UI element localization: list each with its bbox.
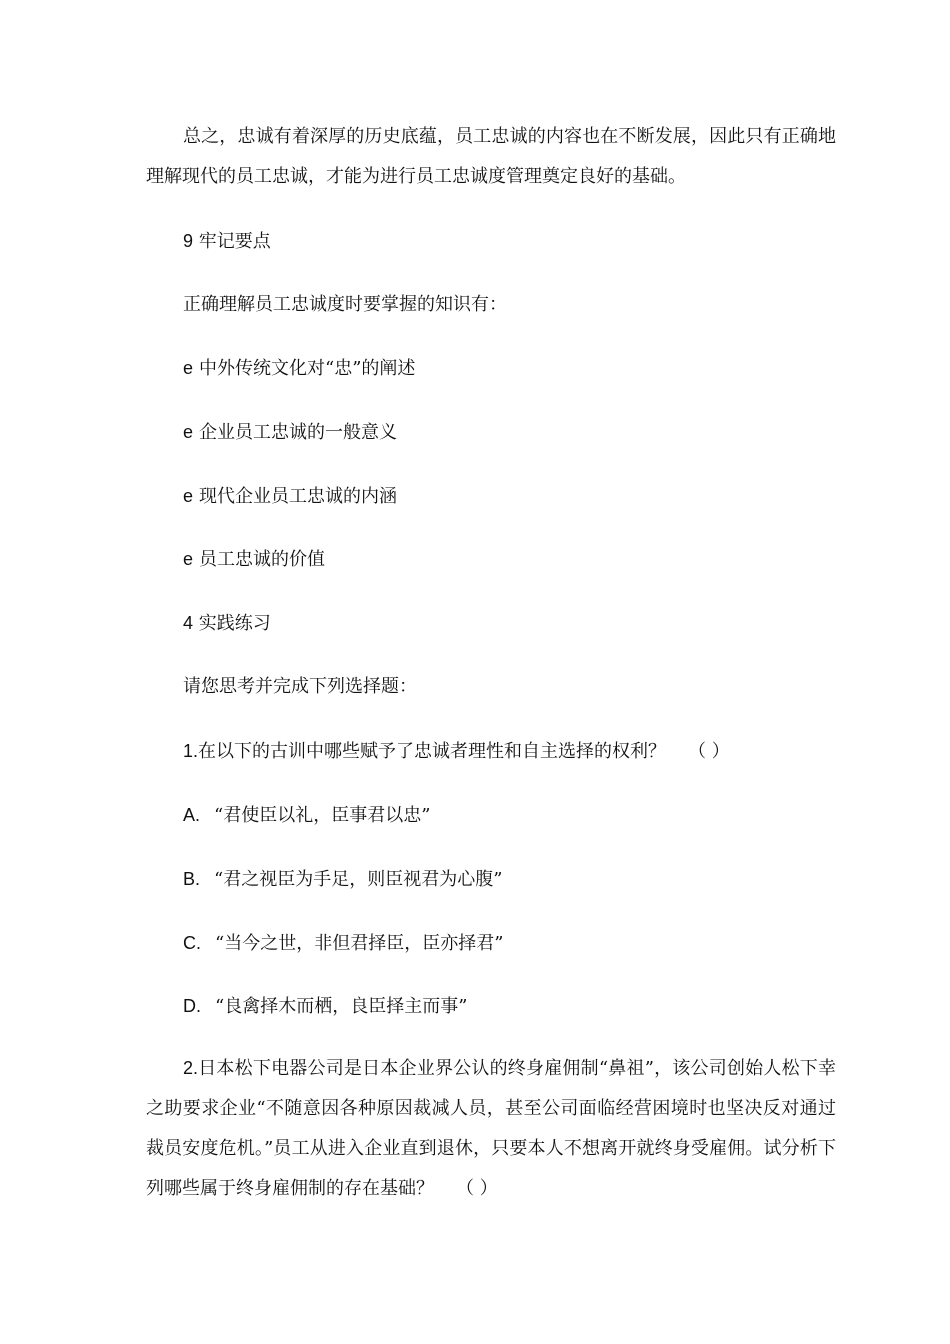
bullet-text: 现代企业员工忠诚的内涵	[199, 486, 398, 507]
bullet-item	[183, 546, 325, 573]
bullet-marker: e	[183, 422, 194, 442]
option-text: “当今之世，非但君择臣，臣亦择君”	[215, 933, 504, 954]
section-title: 实践练习	[198, 613, 271, 634]
section-number: 4	[183, 613, 194, 633]
question-number: 2.	[183, 1058, 199, 1078]
bullet-text: 中外传统文化对“忠”的阐述	[199, 358, 416, 379]
summary-paragraph	[146, 117, 836, 197]
bullet-text: 企业员工忠诚的一般意义	[199, 422, 398, 443]
option-letter: B.	[183, 869, 201, 889]
option-letter: A.	[183, 805, 201, 825]
option-text: “君使臣以礼，臣事君以忠”	[214, 805, 431, 826]
option-text: “良禽择木而栖，良臣择主而事”	[215, 996, 468, 1017]
bullet-text: 员工忠诚的价值	[199, 549, 326, 570]
answer-blank: （ ）	[688, 741, 730, 762]
key-points-intro: 正确理解员工忠诚度时要掌握的知识有：	[183, 294, 507, 315]
bullet-item	[183, 355, 415, 382]
option-letter: C.	[183, 933, 201, 953]
option-c	[183, 930, 503, 957]
summary-text: 总之，忠诚有着深厚的历史底蕴，员工忠诚的内容也在不断发展，因此只有正确地理解现代的员工忠诚，才能为进行员工忠诚度管理奠定良好的基础。	[146, 126, 836, 187]
option-d	[183, 993, 467, 1020]
bullet-marker: e	[183, 358, 194, 378]
section-number: 9	[183, 231, 194, 251]
answer-blank: （ ）	[456, 1178, 498, 1199]
practice-heading	[183, 610, 271, 637]
option-b	[183, 866, 502, 893]
bullet-item	[183, 483, 397, 510]
question-text: 日本松下电器公司是日本企业界公认的终身雇佣制“鼻祖”，该公司创始人松下幸之助要求企业“不随意因各种原因裁减人员，甚至公司面临经营困境时也坚决反对通过裁员安度危机。”员工从进入企业直到退休，只要本人不想离开就终身受雇佣。试分析下列哪些属于终身雇佣制的存在基础？	[146, 1058, 836, 1199]
practice-intro: 请您思考并完成下列选择题：	[183, 676, 417, 697]
question-1	[183, 738, 730, 765]
bullet-marker: e	[183, 486, 194, 506]
question-text: 在以下的古训中哪些赋予了忠诚者理性和自主选择的权利？	[198, 741, 667, 762]
option-a	[183, 802, 430, 829]
option-letter: D.	[183, 996, 201, 1016]
option-text: “君之视臣为手足，则臣视君为心腹”	[214, 869, 503, 890]
bullet-marker: e	[183, 549, 194, 569]
section-title: 牢记要点	[198, 231, 271, 252]
question-2	[146, 1048, 836, 1209]
key-points-heading	[183, 228, 271, 255]
question-number: 1.	[183, 741, 199, 761]
bullet-item	[183, 419, 397, 446]
